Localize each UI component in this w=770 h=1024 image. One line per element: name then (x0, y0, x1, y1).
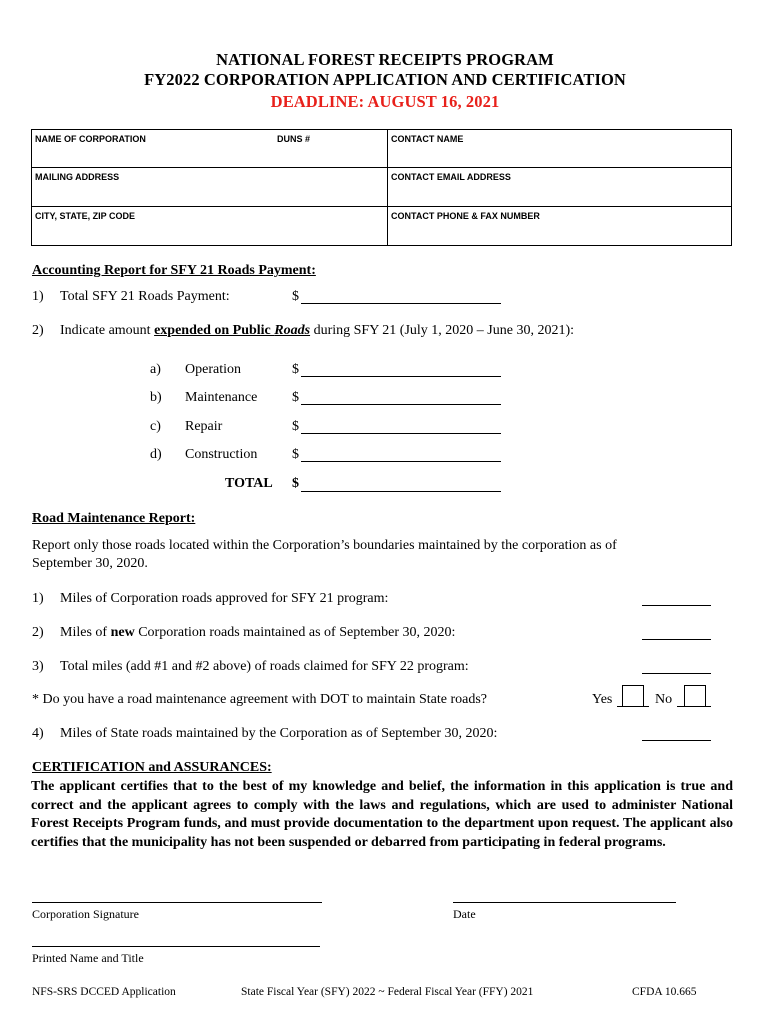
q2-label (60, 625, 455, 641)
accounting-section-title: Accounting Report for SFY 21 Roads Payment: (32, 263, 316, 278)
contact-name-field[interactable] (388, 130, 732, 168)
repair-line[interactable] (301, 433, 501, 434)
q2-line[interactable] (642, 639, 711, 640)
sub-a-dollar: $ (292, 362, 299, 377)
item2-bold: expended on Public (154, 323, 275, 338)
name-of-corporation-label: NAME OF CORPORATION (35, 134, 146, 144)
sub-d-label: Construction (185, 447, 258, 462)
sub-a-label: Operation (185, 362, 241, 377)
form-title-line2: FY2022 CORPORATION APPLICATION AND CERTIFICATION (144, 70, 626, 89)
construction-line[interactable] (301, 461, 501, 462)
q2-number: 2) (32, 625, 44, 640)
mailing-address-label: MAILING ADDRESS (35, 172, 120, 182)
date-label: Date (453, 907, 476, 921)
total-payment-line[interactable] (301, 303, 501, 304)
item1-dollar: $ (292, 289, 299, 304)
item2-post: during SFY 21 (July 1, 2020 – June 30, 2021): (310, 323, 575, 338)
no-checkbox[interactable] (684, 685, 706, 707)
total-dollar: $ (292, 476, 299, 491)
item1-label: Total SFY 21 Roads Payment: (60, 289, 230, 304)
deadline: DEADLINE: AUGUST 16, 2021 (270, 92, 500, 111)
corporation-signature-line[interactable] (32, 902, 322, 903)
certification-title: CERTIFICATION and ASSURANCES: (32, 760, 272, 775)
q2-new: new (110, 625, 135, 640)
operation-line[interactable] (301, 376, 501, 377)
contact-email-field[interactable] (388, 168, 732, 207)
q2-pre: Miles of (60, 625, 111, 640)
duns-label: DUNS # (277, 134, 311, 144)
q1-number: 1) (32, 591, 44, 606)
dot-question: * Do you have a road maintenance agreement with DOT to maintain State roads? (32, 692, 487, 707)
contact-phone-field[interactable] (388, 207, 732, 246)
maintenance-line[interactable] (301, 404, 501, 405)
footer-right: CFDA 10.665 (632, 986, 697, 998)
q3-number: 3) (32, 659, 44, 674)
total-label: TOTAL (225, 476, 273, 491)
q1-line[interactable] (642, 605, 711, 606)
road-maintenance-title: Road Maintenance Report: (32, 511, 196, 526)
q3-line[interactable] (642, 673, 711, 674)
sub-b-label: Maintenance (185, 390, 258, 405)
mailing-address-field[interactable] (32, 168, 388, 207)
yes-checkbox[interactable] (622, 685, 644, 707)
footer-center: State Fiscal Year (SFY) 2022 ~ Federal Fiscal Year (FFY) 2021 (241, 986, 534, 998)
sub-b-letter: b) (150, 390, 162, 405)
sub-c-label: Repair (185, 419, 223, 434)
city-state-zip-label: CITY, STATE, ZIP CODE (35, 211, 136, 221)
q4-label: Miles of State roads maintained by the Corporation as of September 30, 2020: (60, 726, 498, 741)
road-intro-line2: September 30, 2020. (32, 556, 148, 571)
sub-a-letter: a) (150, 362, 161, 377)
road-intro-line1: Report only those roads located within the Corporation’s boundaries maintained by the corporation as of (32, 538, 617, 553)
sub-d-dollar: $ (292, 447, 299, 462)
q3-label: Total miles (add #1 and #2 above) of roads claimed for SFY 22 program: (60, 659, 469, 674)
yes-label: Yes (592, 692, 613, 707)
item2-text (60, 323, 574, 339)
footer-left: NFS-SRS DCCED Application (32, 986, 176, 998)
q4-number: 4) (32, 726, 44, 741)
q4-line[interactable] (642, 740, 711, 741)
city-state-zip-field[interactable] (32, 207, 388, 246)
q2-post: Corporation roads maintained as of September 30, 2020: (134, 625, 456, 640)
sub-c-dollar: $ (292, 419, 299, 434)
item2-pre: Indicate amount (60, 323, 155, 338)
corporation-info-table (31, 129, 732, 246)
contact-name-label: CONTACT NAME (391, 134, 464, 144)
item2-number: 2) (32, 323, 44, 338)
form-title-line1: NATIONAL FOREST RECEIPTS PROGRAM (216, 50, 554, 69)
certification-body: The applicant certifies that to the best of my knowledge and belief, the information in this application is true and correct and the applicant agrees to comply with the laws and regulations, which are used to administer National Forest Receipts Program funds, and must provide documentation to the department upon request. The applicant also certifies that the municipality has not been suspended or debarred from participating in federal programs. (31, 779, 733, 850)
item2-roads: Roads (274, 323, 311, 338)
no-label: No (655, 692, 673, 707)
total-line[interactable] (301, 491, 501, 492)
sub-b-dollar: $ (292, 390, 299, 405)
q1-label: Miles of Corporation roads approved for SFY 21 program: (60, 591, 389, 606)
date-line[interactable] (453, 902, 676, 903)
contact-phone-label: CONTACT PHONE & FAX NUMBER (391, 211, 540, 221)
contact-email-label: CONTACT EMAIL ADDRESS (391, 172, 511, 182)
name-of-corporation-field[interactable] (32, 130, 388, 168)
item1-number: 1) (32, 289, 44, 304)
printed-name-line[interactable] (32, 946, 320, 947)
sub-c-letter: c) (150, 419, 161, 434)
printed-name-label: Printed Name and Title (32, 951, 144, 965)
sub-d-letter: d) (150, 447, 162, 462)
corporation-signature-label: Corporation Signature (32, 907, 139, 921)
